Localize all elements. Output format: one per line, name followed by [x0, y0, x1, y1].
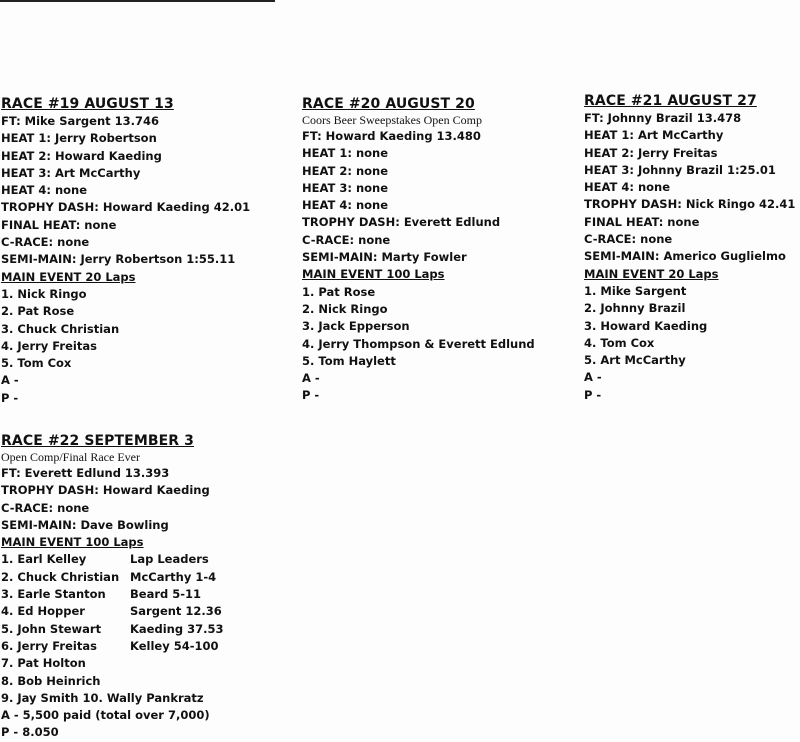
race-subtitle: Open Comp/Final Race Ever [1, 450, 140, 464]
race-line: 1. Pat Rose [302, 284, 376, 299]
race-line: FT: Johnny Brazil 13.478 [584, 111, 742, 125]
race-lines [1, 113, 250, 407]
race-line: HEAT 4: none [1, 183, 88, 198]
race-title: RACE #19 AUGUST 13 [1, 96, 174, 112]
main-event-heading: MAIN EVENT 100 Laps [302, 267, 445, 282]
race-line: HEAT 3: Johnny Brazil 1:25.01 [584, 162, 776, 177]
result-row [1, 603, 222, 620]
race-line: HEAT 4: none [302, 198, 389, 213]
lap-leader-entry: Kaeding 37.53 [130, 621, 224, 636]
race-title: RACE #22 SEPTEMBER 3 [1, 433, 194, 449]
race-line: FT: Mike Sargent 13.746 [1, 114, 160, 128]
race-line: 3. Howard Kaeding [584, 318, 708, 333]
lap-leader-entry: Sargent 12.36 [130, 604, 222, 619]
result-row [1, 569, 217, 586]
race-line: HEAT 1: none [302, 146, 389, 161]
race-19-section [1, 96, 250, 407]
race-line: 4. Tom Cox [584, 335, 655, 350]
main-event-heading: MAIN EVENT 100 Laps [1, 535, 144, 550]
race-line: 6. Jerry Freitas [1, 638, 97, 653]
race-line: FINAL HEAT: none [1, 217, 117, 232]
race-line: 4. Jerry Freitas [1, 338, 97, 353]
race-title: RACE #20 AUGUST 20 [302, 96, 475, 112]
lap-leader-entry: Kelley 54-100 [130, 638, 219, 653]
race-line: HEAT 2: Howard Kaeding [1, 148, 162, 163]
race-line: SEMI-MAIN: Marty Fowler [302, 250, 467, 265]
race-line: P - [584, 387, 602, 402]
race-line: SEMI-MAIN: Americo Guglielmo [584, 249, 786, 264]
race-line: 3. Earle Stanton [1, 587, 106, 602]
race-line: TROPHY DASH: Howard Kaeding 42.01 [1, 200, 251, 215]
race-line: P - [1, 390, 19, 405]
result-row [1, 621, 224, 638]
main-event-heading: MAIN EVENT 20 Laps [584, 266, 719, 281]
race-subtitle: Coors Beer Sweepstakes Open Comp [302, 113, 482, 127]
race-line: 3. Chuck Christian [1, 321, 120, 336]
race-line: P - 8.050 [1, 725, 59, 740]
result-row [1, 638, 219, 655]
race-line: 7. Pat Holton [1, 656, 86, 671]
race-line: 2. Pat Rose [1, 304, 75, 319]
race-line: 5. John Stewart [1, 621, 102, 636]
race-line: 1. Nick Ringo [1, 286, 87, 301]
race-line: TROPHY DASH: Everett Edlund [302, 215, 501, 230]
race-line: C-RACE: none [302, 232, 391, 247]
race-lines [584, 110, 795, 404]
top-rule [0, 0, 275, 2]
race-line: FT: Everett Edlund 13.393 [1, 466, 170, 480]
race-line: 8. Bob Heinrich [1, 673, 101, 688]
race-line: TROPHY DASH: Howard Kaeding [1, 483, 210, 498]
race-line: HEAT 2: Jerry Freitas [584, 145, 718, 160]
race-20-section [302, 96, 535, 405]
race-title: RACE #21 AUGUST 27 [584, 93, 757, 109]
race-line: 5. Art McCarthy [584, 353, 686, 368]
race-line: A - [584, 370, 602, 385]
race-line: A - 5,500 paid (total over 7,000) [1, 708, 210, 723]
race-line: 4. Ed Hopper [1, 604, 85, 619]
race-22-section [1, 433, 224, 742]
race-line: 2. Chuck Christian [1, 569, 120, 584]
race-21-section [584, 93, 795, 404]
race-line: HEAT 3: Art McCarthy [1, 165, 141, 180]
race-line: 2. Johnny Brazil [584, 301, 686, 316]
race-line: 1. Earl Kelley [1, 552, 87, 567]
race-line: HEAT 2: none [302, 163, 389, 178]
race-line: HEAT 1: Jerry Robertson [1, 131, 157, 146]
result-row [1, 551, 210, 568]
race-lines [302, 128, 535, 405]
race-line: A - [302, 371, 320, 386]
race-line: TROPHY DASH: Nick Ringo 42.41 [584, 197, 796, 212]
race-line: 9. Jay Smith 10. Wally Pankratz [1, 690, 204, 705]
race-line: SEMI-MAIN: Dave Bowling [1, 517, 169, 532]
race-line: FINAL HEAT: none [584, 214, 700, 229]
race-line: P - [302, 388, 320, 403]
race-line: 1. Mike Sargent [584, 283, 687, 298]
race-line: C-RACE: none [584, 232, 673, 247]
race-line: 5. Tom Cox [1, 356, 72, 371]
main-event-heading: MAIN EVENT 20 Laps [1, 269, 136, 284]
race-line: A - [1, 373, 19, 388]
race-line: HEAT 1: Art McCarthy [584, 128, 724, 143]
race-line: HEAT 4: none [584, 180, 671, 195]
lap-leader-entry: McCarthy 1-4 [130, 569, 217, 584]
race-line: 4. Jerry Thompson & Everett Edlund [302, 336, 535, 351]
result-row [1, 586, 210, 603]
race-line: 3. Jack Epperson [302, 319, 410, 334]
race-lines [1, 465, 224, 742]
race-line: 5. Tom Haylett [302, 353, 396, 368]
race-line: C-RACE: none [1, 235, 90, 250]
race-line: 2. Nick Ringo [302, 301, 388, 316]
race-line: SEMI-MAIN: Jerry Robertson 1:55.11 [1, 252, 236, 267]
race-line: HEAT 3: none [302, 180, 389, 195]
lap-leaders-heading: Lap Leaders [130, 552, 209, 567]
lap-leader-entry: Beard 5-11 [130, 587, 202, 602]
race-line: C-RACE: none [1, 500, 90, 515]
race-line: FT: Howard Kaeding 13.480 [302, 129, 481, 143]
